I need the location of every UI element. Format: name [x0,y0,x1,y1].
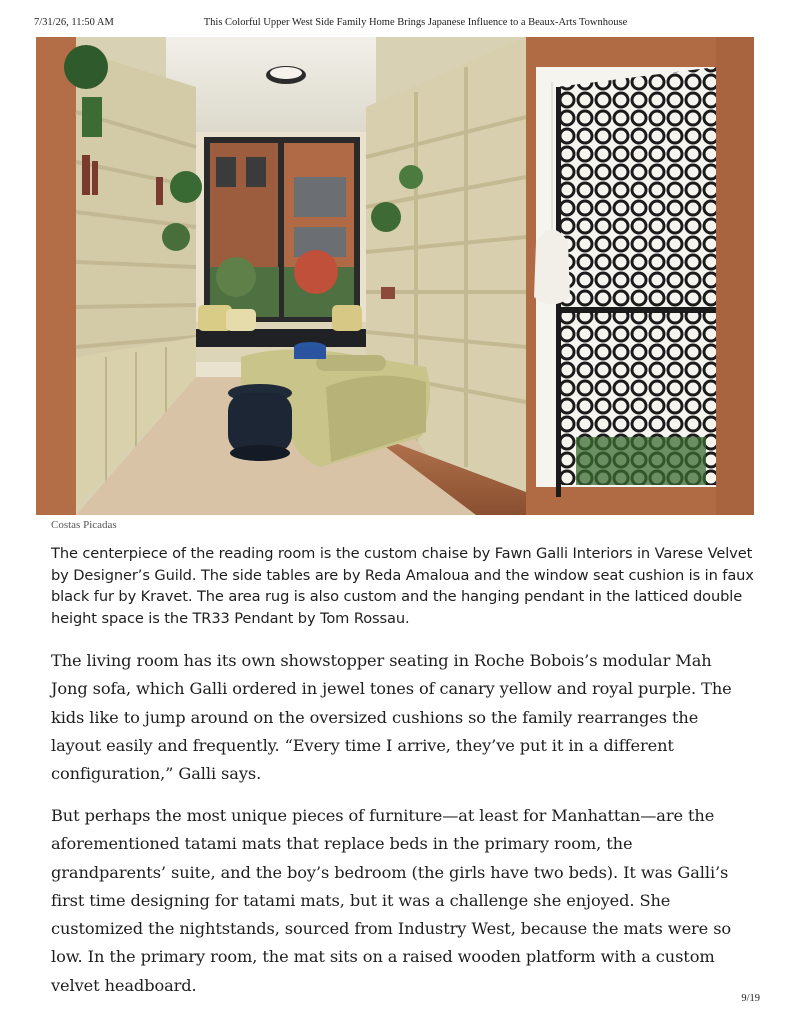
print-date: 7/31/26, 11:50 AM [34,17,114,28]
print-title: This Colorful Upper West Side Family Home Brings Japanese Influence to a Beaux-Arts Townhouse [203,17,628,28]
print-header [0,17,791,33]
reading-room-photo [36,37,754,515]
photo-caption: The centerpiece of the reading room is the custom chaise by Fawn Galli Interiors in Varese Velvet by Designer’s Guild. The side tables are by Reda Amaloua and the window seat cushion is in faux black fur by Kravet. The area rug is also custom and the hanging pendant in the latticed double height space is the TR33 Pendant by Tom Rossau. [51,545,754,628]
page-number: 9/19 [741,993,760,1004]
photo-credit: Costas Picadas [51,519,117,531]
body-paragraph: But perhaps the most unique pieces of furniture—at least for Manhattan—are the aforementioned tatami mats that replace beds in the primary room, the grandparents’ suite, and the boy’s bedroom (the girls have two beds). It was Galli’s first time designing for tatami mats, but it was a challenge she enjoyed. She customized the nightstands, sourced from Industry West, because the mats were so low. In the primary room, the mat sits on a raised wooden platform with a custom velvet headboard. [51,806,732,995]
body-paragraph: The living room has its own showstopper seating in Roche Bobois’s modular Mah Jong sofa, which Galli ordered in jewel tones of canary yellow and royal purple. The kids like to jump around on the oversized cushions so the family rearranges the layout easily and frequently. “Every time I arrive, they’ve put it in a different configuration,” Galli says. [51,651,732,784]
